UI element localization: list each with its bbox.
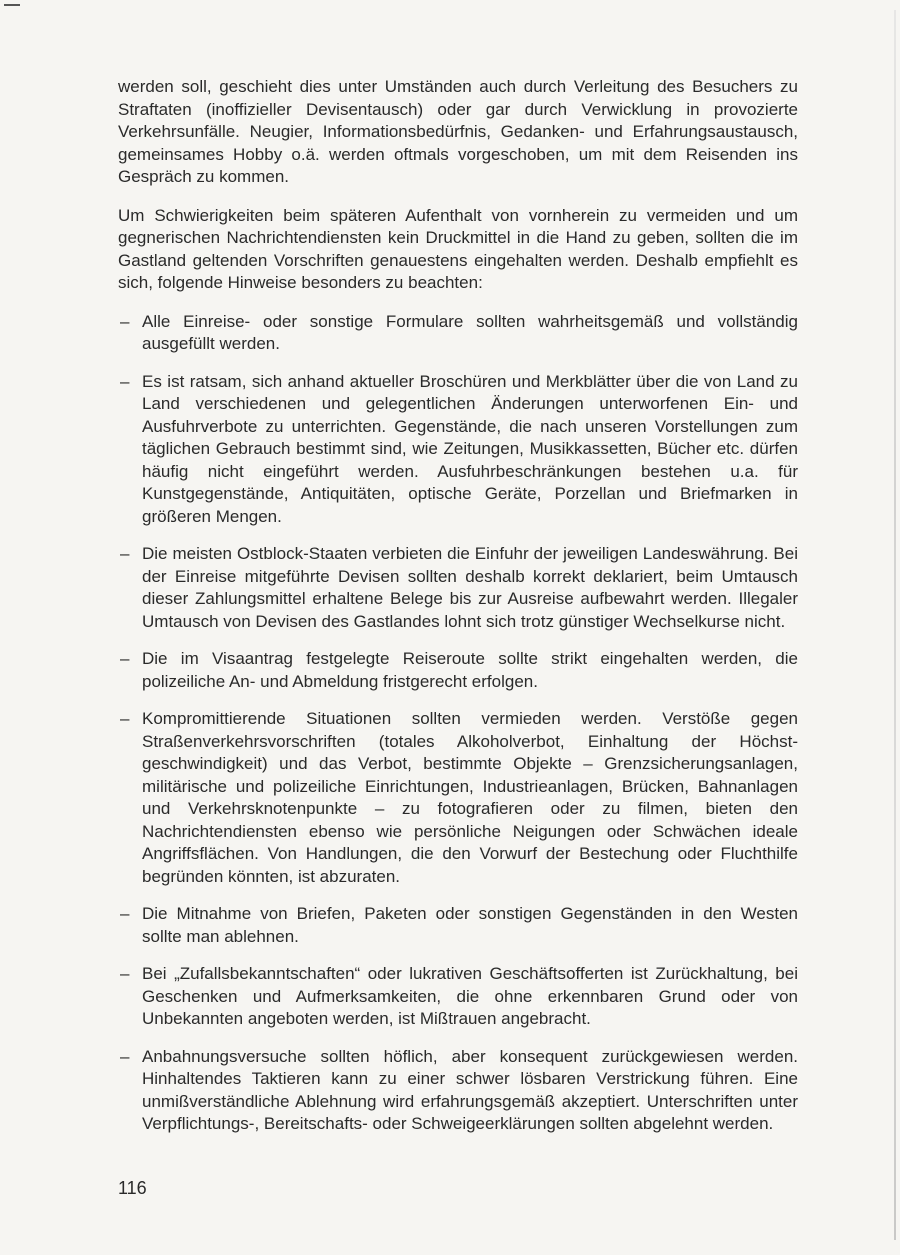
dash-marker: – [120,709,130,728]
scan-edge-shadow [894,10,896,1240]
list-item [118,371,798,529]
hint-list [118,311,798,1136]
list-item-text: Die Mitnahme von Briefen, Paketen oder sonstigen Gegenständen in den Westen sollte man ablehnen. [142,904,798,946]
list-item [118,963,798,1031]
dash-marker: – [120,371,130,391]
list-item-text: Es ist ratsam, sich anhand aktueller Broschüren und Merkblätter über die von Land zu Land verschiedenen und gelegentlichen Änderungen unterworfenen Ein- und Ausfuhrverbote zu unterrichten. Gegenstände, die nach unseren Vorstellungen zum täglichen Gebrauch bestimmt sind, wie Zeitungen, Musikkassetten, Bücher etc. dürfen häufig nicht eingeführt werden. Ausfuhrbeschränkungen bestehen u.a. für Kunstgegenstände, Antiquitäten, optische Geräte, Porzellan und Briefmarken in größeren Mengen. [142,371,798,526]
list-item [118,1046,798,1136]
list-item [118,903,798,948]
dash-marker: – [120,544,130,563]
list-item-text: Bei „Zufallsbekanntschaften“ oder lukrativen Geschäftsofferten ist Zurückhaltung, bei Geschenken und Aufmerksamkeiten, die ohne erkennbaren Grund oder von Unbekannten angeboten werden, ist Mißtrauen angebracht. [142,964,798,1028]
list-item-text: Die meisten Ostblock-Staaten verbieten die Einfuhr der jeweiligen Landeswährung. Bei der Einreise mitgeführte Devisen sollten deshalb korrekt deklariert, beim Umtausch dieser Zahlungsmittel erhaltene Belege bis zur Ausreise aufbewahrt werden. Illegaler Umtausch von Devisen des Gastlandes lohnt sich trotz günstiger Wechselkurse nicht. [142,544,798,631]
list-item-text: Die im Visaantrag festgelegte Reiseroute sollte strikt eingehalten werden, die polizeiliche An- und Abmeldung fristgerecht erfolgen. [142,649,798,691]
dash-marker: – [120,649,130,668]
dash-marker: – [120,311,130,331]
scan-corner-mark [4,4,20,6]
page-number: 116 [118,1178,147,1198]
list-item [118,311,798,356]
list-item-text: Alle Einreise- oder sonstige Formulare sollten wahrheitsgemäß und vollständig ausgefüllt werden. [142,311,798,353]
paragraph: werden soll, geschieht dies unter Umständen auch durch Verleitung des Besuchers zu Straftaten (inoffizieller Devisentausch) oder gar durch Verwicklung in provozierte Verkehrsunfälle. Neugier, Informationsbedürfnis, Gedanken- und Erfahrungsaustausch, gemeinsames Hobby o.ä. werden oftmals vorgeschoben, um mit dem Reisenden ins Gespräch zu kommen. [118,77,798,186]
list-item-text: Anbahnungsversuche sollten höflich, aber konsequent zurückgewiesen werden. Hinhaltendes Taktieren kann zu einer schwer lösbaren Verstrickung führen. Eine unmißverständliche Ablehnung wird erfahrungsgemäß akzeptiert. Unterschriften unter Verpflichtungs-, Bereitschafts- oder Schweigeerklärungen sollten abgelehnt werden. [142,1046,798,1133]
list-item [118,543,798,633]
list-item [118,648,798,693]
dash-marker: – [120,964,130,983]
paragraph: Um Schwierigkeiten beim späteren Aufenthalt von vornherein zu vermeiden und um gegnerischen Nachrichtendiensten kein Druckmittel in die Hand zu geben, sollten die im Gastland geltenden Vorschriften genauestens eingehalten werden. Deshalb empfiehlt es sich, folgende Hinweise besonders zu beachten: [118,205,798,292]
list-item [118,708,798,888]
list-item-text: Kompromittierende Situationen sollten vermieden werden. Verstöße gegen Straßenverkehrsvorschriften (totales Alkoholverbot, Einhaltung der Höchstgeschwindigkeit) und das Verbot, bestimmte Objekte – Grenzsicherungsanlagen, militärische und polizeiliche Einrichtungen, Industrieanlagen, Brücken, Bahnanlagen und Verkehrsknotenpunkte – zu fotografieren oder zu filmen, bieten den Nachrichtendiensten ebenso wie persönliche Neigungen oder Schwächen ideale Angriffsflächen. Von Handlungen, die den Vorwurf der Bestechung oder Fluchthilfe begründen könnten, ist abzuraten. [142,709,798,886]
dash-marker: – [120,1046,130,1066]
dash-marker: – [120,904,130,923]
body-text [118,76,798,1151]
